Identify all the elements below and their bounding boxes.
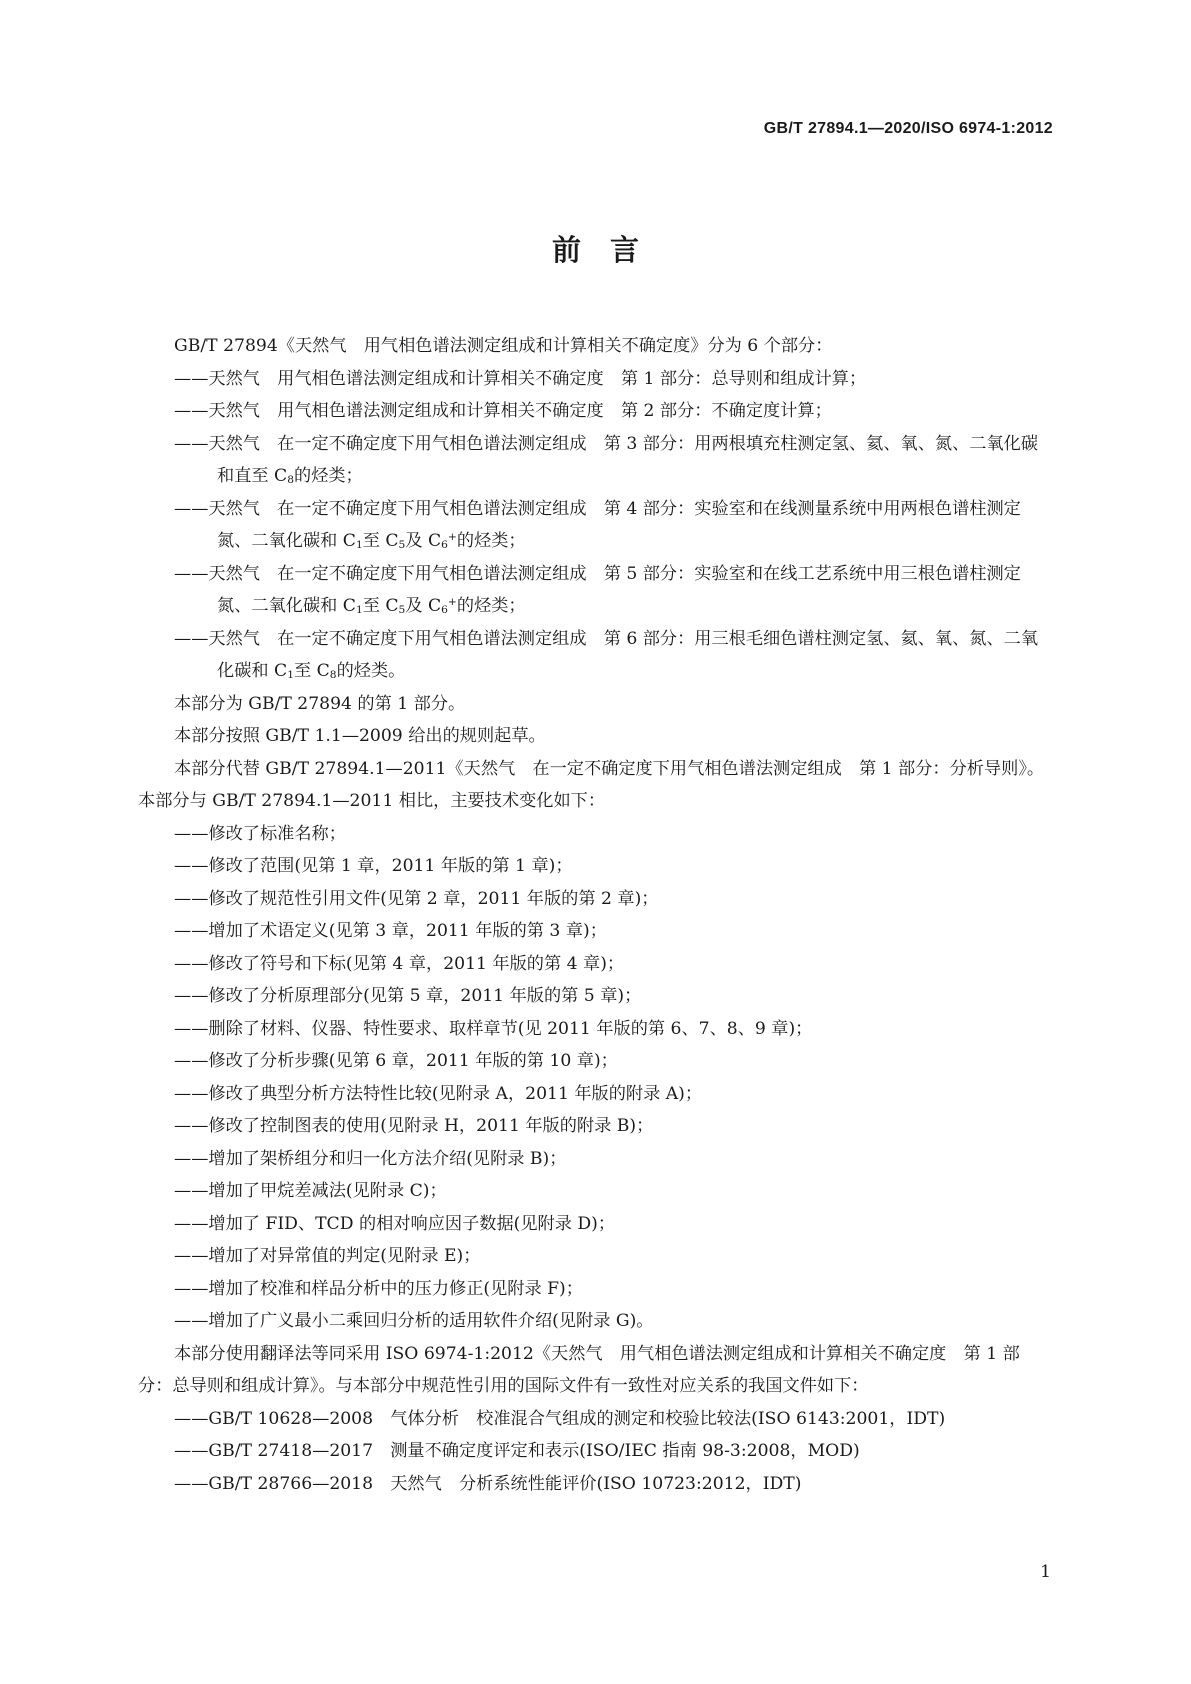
change-item: ——修改了符号和下标(见第 4 章，2011 年版的第 4 章)；: [174, 953, 625, 974]
change-item: ——删除了材料、仪器、特性要求、取样章节(见 2011 年版的第 6、7、8、9 章)；: [174, 1018, 813, 1039]
change-item: ——增加了术语定义(见第 3 章，2011 年版的第 3 章)；: [174, 921, 607, 941]
change-item: ——增加了广义最小二乘回归分析的适用软件介绍(见附录 G)。: [174, 1311, 654, 1331]
replaces-paragraph: 本部分代替 GB/T 27894.1—2011《天然气 在一定不确定度下用气相色谱法测定组成 第 1 部分：分析导则》。本部分与 GB/T 27894.1—2011 相比，主要技术变化如下：: [138, 758, 1045, 811]
part-statement: 本部分为 GB/T 27894 的第 1 部分。: [174, 693, 466, 714]
part-item: ——天然气 在一定不确定度下用气相色谱法测定组成 第 5 部分：实验室和在线工艺系统中用三根色谱柱测定氮、二氧化碳和 $C_1$至 $C_5$及 $C_6^+$的烃类；: [174, 563, 1021, 617]
change-item: ——修改了范围(见第 1 章，2011 年版的第 1 章)；: [174, 856, 573, 876]
change-item: ——修改了标准名称；: [174, 823, 346, 844]
page-number: 1: [1040, 1562, 1051, 1582]
change-item: ——修改了规范性引用文件(见第 2 章，2011 年版的第 2 章)；: [174, 888, 659, 909]
page-title: 前 言: [551, 233, 639, 267]
standard-code: GB/T 27894.1—2020/ISO 6974-1:2012: [763, 120, 1053, 137]
drafting-rule: 本部分按照 GB/T 1.1—2009 给出的规则起草。: [174, 726, 546, 746]
adoption-paragraph: 本部分使用翻译法等同采用 ISO 6974-1:2012《天然气 用气相色谱法测定组成和计算相关不确定度 第 1 部分：总导则和组成计算》。与本部分中规范性引用的国际文件有一致性对应关系的我国文件如下：: [138, 1343, 1020, 1396]
change-item: ——增加了架桥组分和归一化方法介绍(见附录 B)；: [174, 1148, 567, 1169]
reference-item: ——GB/T 28766—2018 天然气 分析系统性能评价(ISO 10723:2012，IDT): [174, 1473, 802, 1494]
change-item: ——修改了分析原理部分(见第 5 章，2011 年版的第 5 章)；: [174, 986, 642, 1006]
change-item: ——修改了典型分析方法特性比较(见附录 A，2011 年版的附录 A)；: [174, 1083, 703, 1104]
change-item: ——增加了甲烷差减法(见附录 C)；: [174, 1181, 447, 1201]
intro-paragraph: GB/T 27894《天然气 用气相色谱法测定组成和计算相关不确定度》分为 6 个部分：: [174, 336, 833, 356]
change-item: ——修改了分析步骤(见第 6 章，2011 年版的第 10 章)；: [174, 1051, 618, 1071]
part-item: ——天然气 在一定不确定度下用气相色谱法测定组成 第 4 部分：实验室和在线测量系统中用两根色谱柱测定氮、二氧化碳和 $C_1$至 $C_5$及 $C_6^+$的烃类；: [174, 498, 1021, 552]
part-item: ——天然气 在一定不确定度下用气相色谱法测定组成 第 6 部分：用三根毛细色谱柱测定氢、氦、氧、氮、二氧化碳和 $C_1$至 $C_8$的烃类。: [174, 628, 1039, 682]
change-item: ——增加了校准和样品分析中的压力修正(见附录 F)；: [174, 1278, 583, 1299]
reference-item: ——GB/T 27418—2017 测量不确定度评定和表示(ISO/IEC 指南 98-3:2008，MOD): [174, 1441, 860, 1461]
change-item: ——增加了对异常值的判定(见附录 E)；: [174, 1246, 481, 1266]
part-item: ——天然气 用气相色谱法测定组成和计算相关不确定度 第 1 部分：总导则和组成计算；: [174, 368, 867, 389]
document-body: [138, 330, 1054, 1500]
part-item: ——天然气 用气相色谱法测定组成和计算相关不确定度 第 2 部分：不确定度计算；: [174, 401, 832, 421]
reference-item: ——GB/T 10628—2008 气体分析 校准混合气组成的测定和校验比较法(ISO 6143:2001，IDT): [174, 1408, 946, 1429]
change-item: ——修改了控制图表的使用(见附录 H，2011 年版的附录 B)；: [174, 1116, 654, 1136]
part-item: ——天然气 在一定不确定度下用气相色谱法测定组成 第 3 部分：用两根填充柱测定氢、氦、氧、氮、二氧化碳和直至 $C_8$的烃类；: [174, 433, 1039, 487]
change-item: ——增加了 FID、TCD 的相对响应因子数据(见附录 D)；: [174, 1213, 616, 1234]
